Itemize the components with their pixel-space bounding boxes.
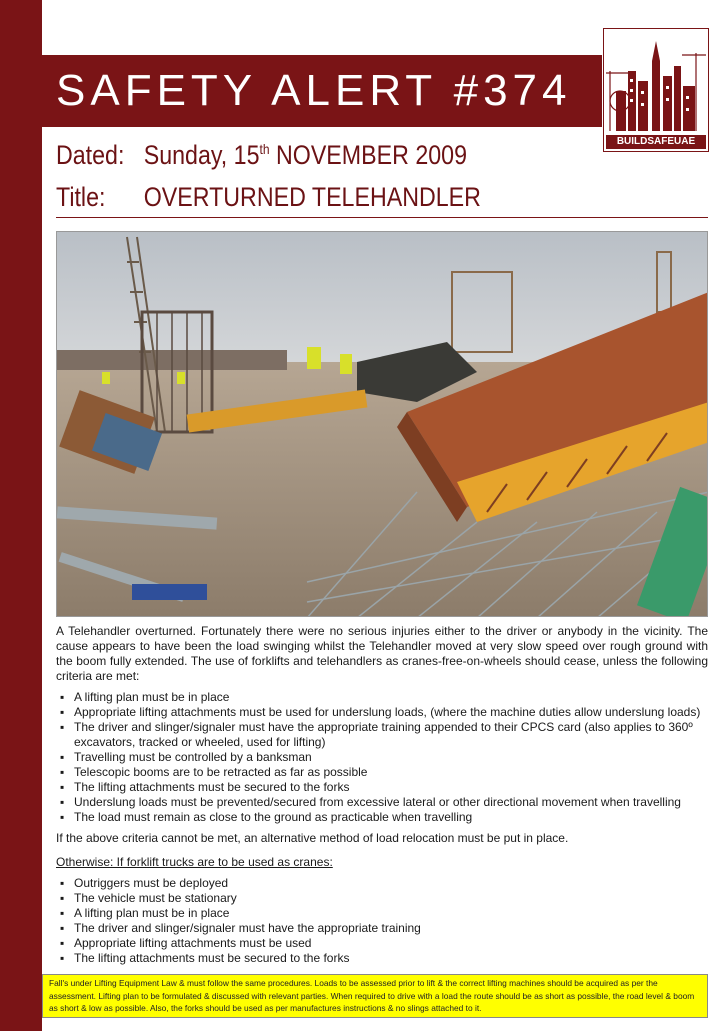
title-label: Title: (56, 182, 106, 212)
list-item: ▪ The driver and slinger/signaler must have the appropriate training (56, 921, 708, 936)
crane-rules-list (56, 876, 708, 966)
list-item: ▪ Outriggers must be deployed (56, 876, 708, 891)
list-item: ▪ The vehicle must be stationary (56, 891, 708, 906)
note-box: Fall's under Lifting Equipment Law & must follow the same procedures. Loads to be assessed prior to lift & the correct lifting machines should be acquired as per the assessment. Lifting plan to be formulated & discussed with relevant parties. When required to drive with a load the route should be as short as possible, the road level & boom as short & low as possible. Also, the forks should be used as per manufactures instructions & no slings attached to it. (42, 974, 708, 1018)
list-item: ▪ A lifting plan must be in place (56, 690, 708, 705)
body-text (56, 624, 708, 972)
skyline-icon (606, 31, 706, 133)
title-value: OVERTURNED TELEHANDLER (143, 182, 481, 212)
intro-paragraph: A Telehandler overturned. Fortunately there were no serious injuries either to the driver or anybody in the vicinity. The cause appears to have been the load swinging whilst the Telehandler moved at very slow speed over rough ground with the boom fully extended. The use of forklifts and telehandlers as cranes-free-on-wheels should cease, unless the following criteria are met: (56, 624, 708, 683)
logo-text: BUILDSAFEUAE (606, 135, 706, 149)
buildsafe-logo (603, 28, 709, 152)
list-item: ▪ The lifting attachments must be secured to the forks (56, 780, 708, 795)
dated-day: Sunday, 15 (143, 140, 260, 170)
list-item: ▪ The load must remain as close to the ground as practicable when travelling (56, 810, 708, 825)
left-accent-bar (0, 0, 42, 1031)
list-item: ▪ The lifting attachments must be secured to the forks (56, 951, 708, 966)
dated-label: Dated: (56, 140, 125, 170)
list-item: ▪ Appropriate lifting attachments must be used for underslung loads, (where the machine duties allow underslung loads) (56, 705, 708, 720)
alert-title: SAFETY ALERT #374 (56, 66, 572, 115)
list-item: ▪ The driver and slinger/signaler must have the appropriate training appended to their CPCS card (also applies to 360º excavators, tracked or wheeled, used for lifting) (56, 720, 708, 750)
otherwise-heading: Otherwise: If forklift trucks are to be used as cranes: (56, 855, 333, 869)
dated-suffix: th (259, 141, 270, 157)
list-item: ▪ A lifting plan must be in place (56, 906, 708, 921)
alternative-paragraph: If the above criteria cannot be met, an alternative method of load relocation must be put in place. (56, 831, 569, 845)
list-item: ▪ Telescopic booms are to be retracted as far as possible (56, 765, 708, 780)
title-row (56, 182, 481, 213)
criteria-list (56, 690, 708, 825)
list-item: ▪ Travelling must be controlled by a banksman (56, 750, 708, 765)
incident-photo (56, 231, 708, 617)
header-divider (56, 217, 708, 218)
list-item: ▪ Underslung loads must be prevented/secured from excessive lateral or other directional movement when travelling (56, 795, 708, 810)
dated-rest: NOVEMBER 2009 (269, 140, 467, 170)
list-item: ▪ Appropriate lifting attachments must be used (56, 936, 708, 951)
dated-row (56, 140, 467, 171)
